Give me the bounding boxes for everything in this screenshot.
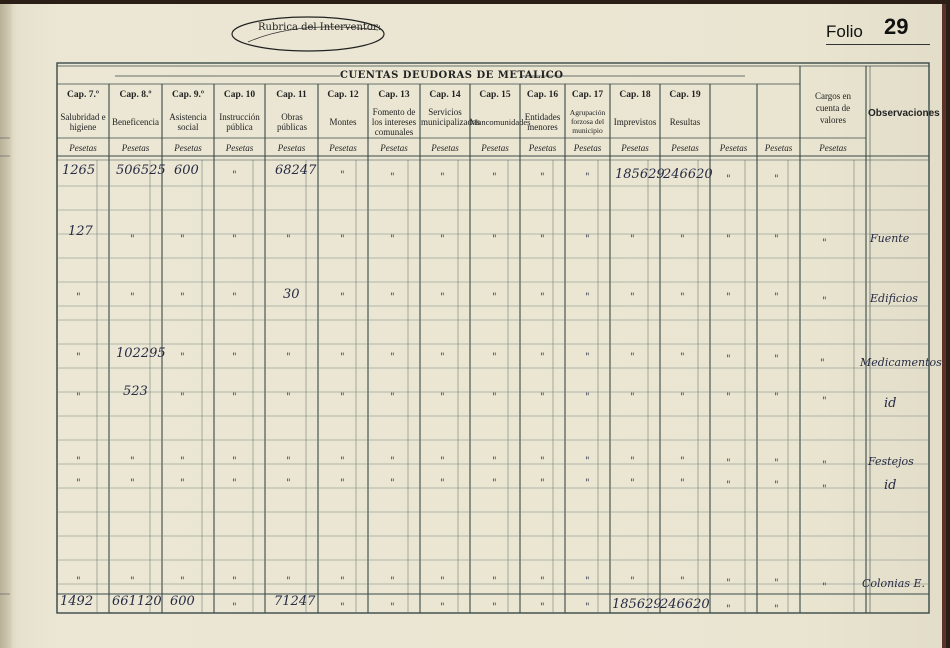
entry-r8-obs: Colonias E. [862,577,926,590]
svg-text:": " [340,170,345,181]
svg-text:": " [726,292,731,303]
col-desc-14: Servicios municipalizados [421,107,480,127]
unit-11: Pesetas [277,143,306,153]
svg-text:": " [180,456,185,467]
svg-text:": " [540,478,545,489]
svg-text:": " [726,234,731,245]
entry-r3-obs: Edificios [870,292,918,305]
svg-text:": " [726,458,731,469]
svg-text:": " [822,296,827,307]
total-cap11: 71247 [274,594,316,609]
svg-text:": " [585,292,590,303]
svg-text:": " [286,392,291,403]
unit-12: Pesetas [329,143,357,153]
svg-text:": " [585,456,590,467]
svg-text:": " [726,604,731,615]
svg-text:": " [585,352,590,363]
entry-r1-cap9: 600 [174,163,199,178]
col-desc-12: Montes [329,117,357,127]
svg-text:": " [492,576,497,587]
svg-text:": " [540,234,545,245]
svg-text:": " [440,392,445,403]
col-cap-18: Cap. 18 [619,90,651,100]
svg-text:": " [585,172,590,183]
svg-text:": " [340,478,345,489]
svg-text:": " [585,602,590,613]
svg-text:": " [232,478,237,489]
col-desc-cargos: Cargos en cuenta de valores [814,91,852,125]
svg-text:": " [232,576,237,587]
svg-text:": " [286,576,291,587]
svg-text:": " [774,480,779,491]
unit-9: Pesetas [174,143,202,153]
svg-text:": " [822,460,827,471]
svg-text:": " [286,478,291,489]
svg-text:": " [630,352,635,363]
unit-extra-2: Pesetas [764,143,793,153]
svg-text:": " [630,234,635,245]
svg-text:": " [340,392,345,403]
svg-text:": " [130,292,135,303]
unit-17: Pesetas [573,143,602,153]
unit-8: Pesetas [121,143,150,153]
svg-text:": " [390,456,395,467]
svg-text:": " [630,456,635,467]
svg-text:": " [286,456,291,467]
svg-text:": " [680,478,685,489]
svg-text:": " [440,478,445,489]
svg-text:": " [822,396,827,407]
svg-text:": " [340,602,345,613]
svg-text:": " [680,576,685,587]
svg-text:": " [440,234,445,245]
svg-text:": " [232,352,237,363]
svg-text:": " [540,456,545,467]
svg-text:": " [540,602,545,613]
svg-text:": " [440,292,445,303]
col-cap-16: Cap. 16 [526,90,559,100]
entry-r2-cap7: 127 [68,224,93,239]
col-cap-19: Cap. 19 [669,90,701,100]
unit-extra-1: Pesetas [719,143,748,153]
col-desc-10: Instrucción pública [219,112,260,132]
col-desc-16: Entidades menores [524,112,561,132]
svg-text:": " [76,292,81,303]
svg-text:": " [180,392,185,403]
unit-16: Pesetas [528,143,557,153]
col-observaciones: Observaciones [868,108,940,119]
col-cap-12: Cap. 12 [327,90,359,100]
svg-text:": " [440,576,445,587]
svg-text:": " [726,392,731,403]
col-cap-11: Cap. 11 [276,90,307,100]
entry-r2-obs: Fuente [870,232,910,245]
col-desc-7: Salubridad e higiene [60,112,106,132]
col-cap-7: Cap. 7.º [67,90,99,100]
svg-text:": " [232,234,237,245]
svg-text:": " [340,576,345,587]
svg-text:": " [630,478,635,489]
svg-text:": " [76,478,81,489]
col-desc-18: Imprevistos [613,117,657,127]
col-cap-8: Cap. 8.º [119,90,152,100]
table-title: CUENTAS DEUDORAS DE METALICO [340,70,564,81]
unit-10: Pesetas [225,143,254,153]
col-cap-14: Cap. 14 [429,90,461,100]
svg-text:": " [492,602,497,613]
svg-text:": " [440,352,445,363]
svg-text:": " [492,456,497,467]
svg-text:": " [822,238,827,249]
entry-r4-obs: Medicamentos [860,356,942,369]
unit-15: Pesetas [481,143,509,153]
svg-text:": " [180,576,185,587]
svg-text:": " [286,234,291,245]
entry-r7-obs: id [884,478,897,493]
folio-number: 29 [884,14,909,39]
total-cap9: 600 [170,594,195,609]
svg-text:": " [540,292,545,303]
svg-text:": " [492,292,497,303]
svg-text:": " [440,172,445,183]
svg-text:": " [76,576,81,587]
svg-text:": " [340,292,345,303]
svg-text:": " [180,478,185,489]
unit-14: Pesetas [431,143,459,153]
svg-text:": " [286,352,291,363]
svg-text:": " [390,576,395,587]
col-desc-15: Mancomunidades [470,117,531,127]
svg-text:": " [820,358,825,369]
svg-text:": " [492,392,497,403]
col-desc-11: Obras públicas [277,112,307,132]
svg-text:": " [540,352,545,363]
svg-text:": " [440,602,445,613]
entry-r1-cap8: 506525 [116,163,166,178]
svg-text:": " [390,292,395,303]
svg-text:": " [774,458,779,469]
col-cap-15: Cap. 15 [479,90,511,100]
svg-text:": " [76,456,81,467]
svg-text:": " [130,576,135,587]
svg-text:": " [774,354,779,365]
svg-text:": " [340,456,345,467]
svg-text:": " [492,234,497,245]
unit-cargos: Pesetas [819,143,847,153]
svg-text:": " [492,478,497,489]
col-desc-13: Fomento de los intereses comunales [371,107,417,137]
svg-text:": " [340,234,345,245]
unit-18: Pesetas [621,143,649,153]
col-cap-13: Cap. 13 [378,90,410,100]
svg-text:": " [585,576,590,587]
svg-text:": " [232,602,237,613]
total-cap19: 246620 [660,597,710,612]
svg-text:": " [726,578,731,589]
entry-r3-cap11: 30 [283,287,300,302]
svg-text:": " [232,392,237,403]
svg-text:": " [180,292,185,303]
svg-text:": " [232,292,237,303]
svg-text:": " [774,578,779,589]
svg-text:": " [390,172,395,183]
col-cap-9: Cap. 9.º [172,90,204,100]
svg-text:": " [822,484,827,495]
svg-text:": " [390,478,395,489]
svg-text:": " [630,292,635,303]
unit-7: Pesetas [69,143,97,153]
total-cap8: 661120 [112,594,162,609]
total-cap18: 185629 [612,597,662,612]
svg-text:": " [822,582,827,593]
svg-text:": " [726,480,731,491]
svg-text:": " [390,392,395,403]
svg-text:": " [340,352,345,363]
svg-text:": " [440,456,445,467]
rubrica-label: Rubrica del Interventor: [258,22,382,33]
svg-text:": " [680,352,685,363]
svg-text:": " [680,234,685,245]
svg-text:": " [680,392,685,403]
svg-text:": " [585,392,590,403]
svg-text:": " [680,456,685,467]
svg-text:": " [390,602,395,613]
svg-text:": " [390,234,395,245]
entry-r6-obs: Festejos [868,455,914,468]
col-desc-17: Agrupación forzosa del municipio [569,108,606,135]
svg-text:": " [774,292,779,303]
svg-text:": " [130,456,135,467]
col-cap-17: Cap. 17 [571,90,604,100]
entry-r1-cap18: 185629 [615,167,665,182]
svg-text:": " [130,478,135,489]
svg-text:": " [540,392,545,403]
entry-r5-cap8: 523 [123,384,148,399]
entry-r1-cap19: 246620 [663,167,713,182]
svg-text:": " [630,392,635,403]
entry-r1-cap11: 68247 [275,163,317,178]
svg-text:": " [232,456,237,467]
svg-text:": " [540,172,545,183]
col-desc-9: Asistencia social [169,112,207,132]
entry-r1-cap7: 1265 [62,163,96,178]
svg-text:": " [585,478,590,489]
entry-r5-obs: id [884,396,897,411]
unit-13: Pesetas [380,143,408,153]
svg-text:": " [680,292,685,303]
svg-text:": " [630,576,635,587]
svg-text:": " [180,234,185,245]
svg-text:": " [76,392,81,403]
svg-text:": " [774,174,779,185]
svg-text:": " [774,604,779,615]
svg-text:": " [585,234,590,245]
svg-text:": " [492,352,497,363]
svg-text:": " [76,352,81,363]
entry-r4-cap8: 102295 [116,346,166,361]
svg-text:": " [232,170,237,181]
unit-19: Pesetas [671,143,699,153]
svg-text:": " [726,174,731,185]
svg-text:": " [774,392,779,403]
col-desc-8: Beneficencia [112,117,159,127]
col-desc-19: Resultas [669,117,701,127]
svg-text:": " [180,352,185,363]
col-cap-10: Cap. 10 [223,90,256,100]
folio-label: Folio [826,22,863,41]
svg-text:": " [390,352,395,363]
svg-text:": " [492,172,497,183]
total-cap7: 1492 [60,594,94,609]
svg-text:": " [540,576,545,587]
svg-text:": " [130,234,135,245]
svg-text:": " [774,234,779,245]
svg-text:": " [726,354,731,365]
